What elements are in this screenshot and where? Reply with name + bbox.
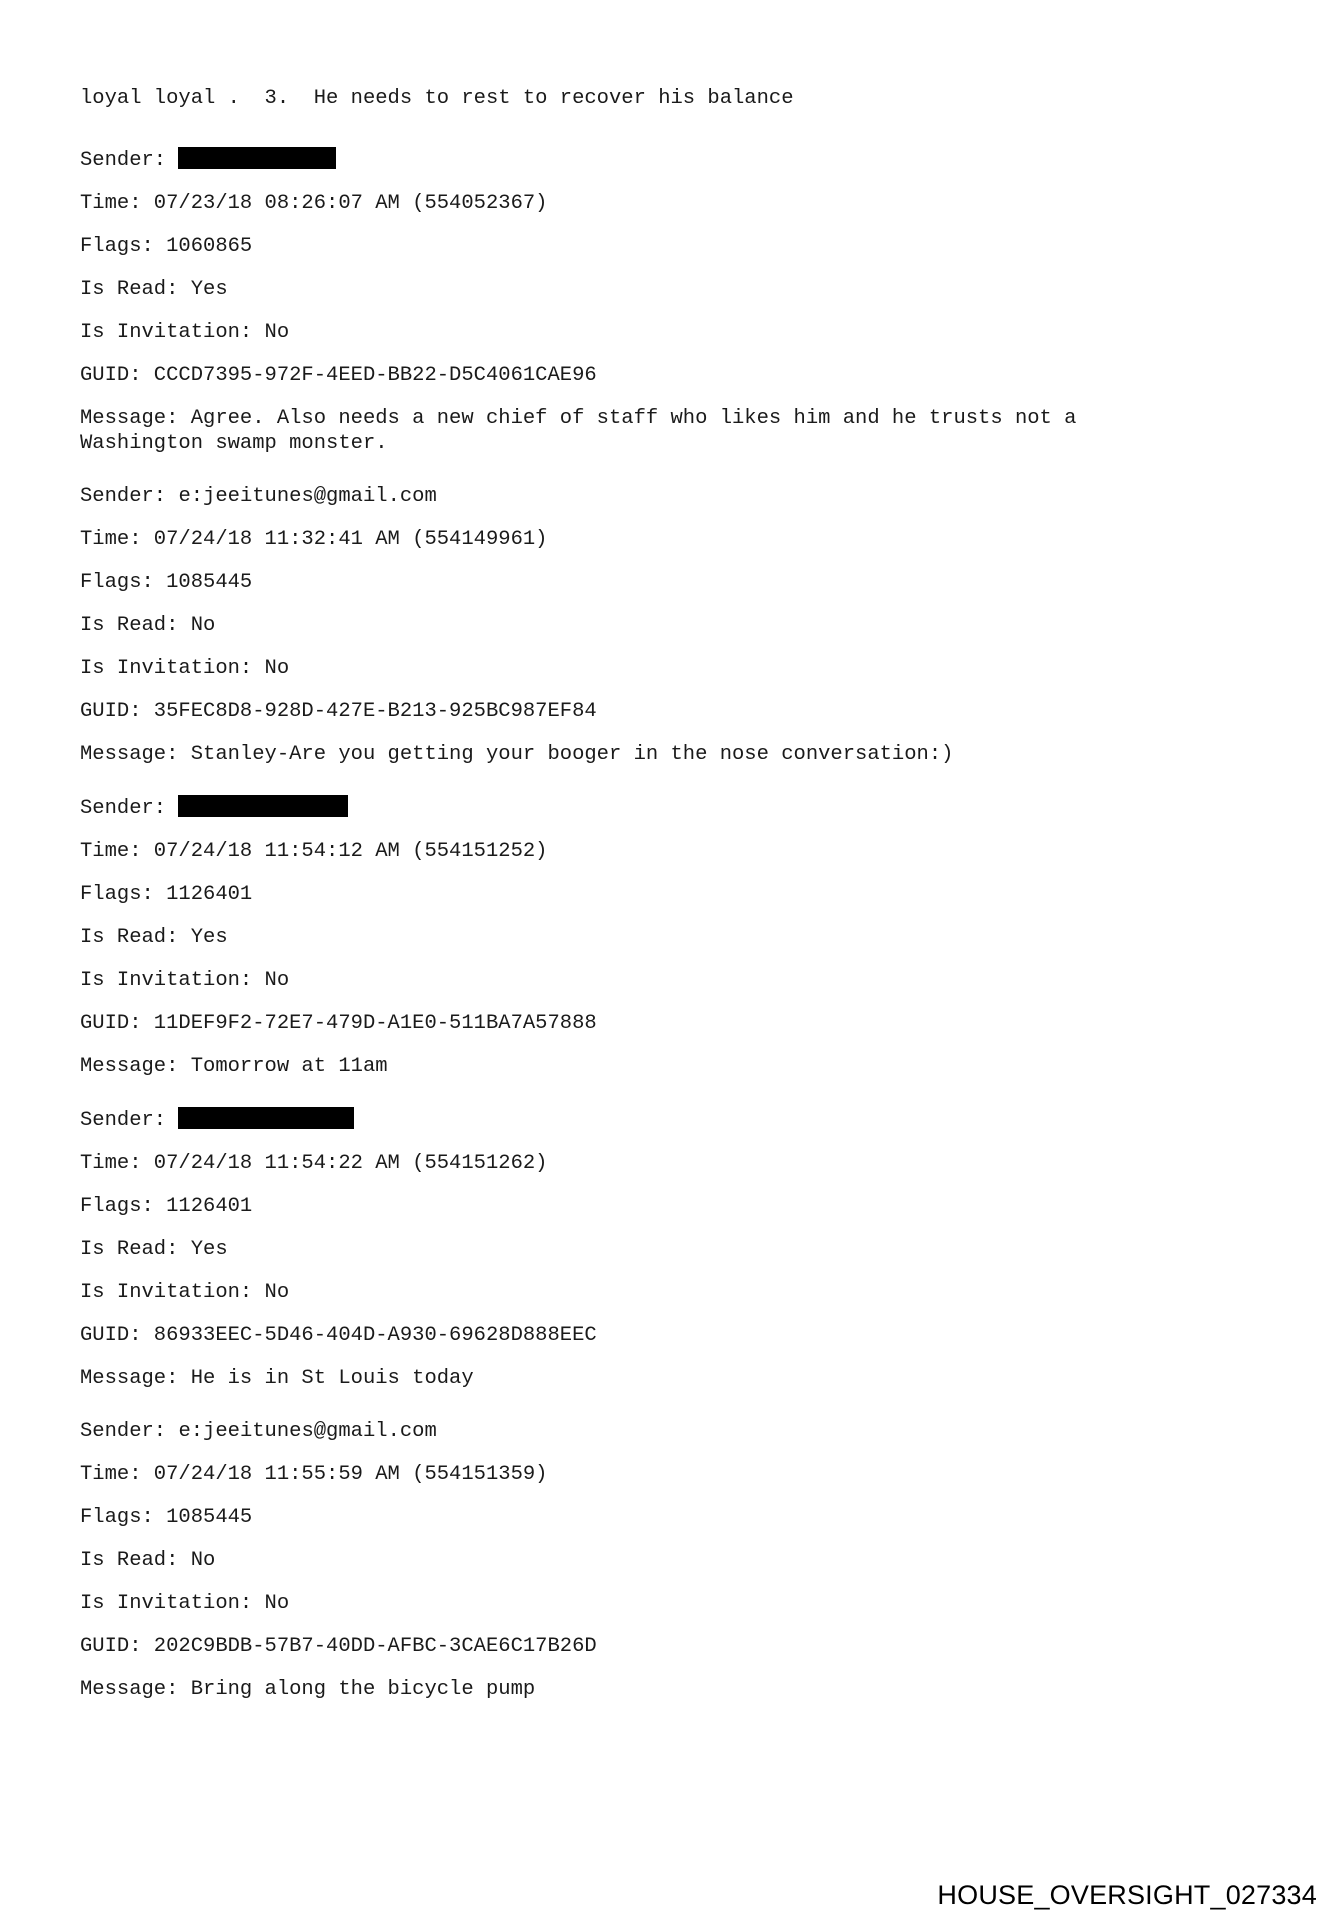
sender-line <box>80 795 1260 821</box>
message-record <box>80 1419 1260 1702</box>
time-line: Time: 07/24/18 11:54:22 AM (554151262) <box>80 1152 548 1175</box>
flags-line: Flags: 1085445 <box>80 1506 253 1529</box>
document-page <box>80 86 1260 1730</box>
redaction-box <box>178 1107 354 1129</box>
message-line: Message: Bring along the bicycle pump <box>80 1678 536 1701</box>
sender-line <box>80 484 1260 509</box>
sender-line <box>80 1419 1260 1444</box>
time-line: Time: 07/23/18 08:26:07 AM (554052367) <box>80 192 548 215</box>
is-read-line: Is Read: No <box>80 1549 216 1572</box>
sender-value: e:jeeitunes@gmail.com <box>178 1420 437 1443</box>
flags-line: Flags: 1126401 <box>80 1195 253 1218</box>
time-line: Time: 07/24/18 11:55:59 AM (554151359) <box>80 1463 548 1486</box>
sender-label: Sender: <box>80 149 167 172</box>
is-read-line: Is Read: Yes <box>80 1238 228 1261</box>
is-invitation-line: Is Invitation: No <box>80 657 290 680</box>
sender-label: Sender: <box>80 1109 167 1132</box>
redaction-box <box>178 795 348 817</box>
is-invitation-line: Is Invitation: No <box>80 1592 290 1615</box>
intro-line: loyal loyal . 3. He needs to rest to recover his balance <box>80 87 794 110</box>
sender-label: Sender: <box>80 1420 167 1443</box>
sender-line <box>80 147 1260 173</box>
is-read-line: Is Read: No <box>80 614 216 637</box>
message-line: Message: Agree. Also needs a new chief of staff who likes him and he trusts not a Washington swamp monster. <box>80 407 1077 455</box>
message-record <box>80 795 1260 1079</box>
time-line: Time: 07/24/18 11:54:12 AM (554151252) <box>80 840 548 863</box>
message-record <box>80 147 1260 456</box>
message-line: Message: He is in St Louis today <box>80 1367 474 1390</box>
flags-line: Flags: 1126401 <box>80 883 253 906</box>
message-record <box>80 484 1260 767</box>
is-invitation-line: Is Invitation: No <box>80 321 290 344</box>
message-line: Message: Stanley-Are you getting your booger in the nose conversation:) <box>80 743 954 766</box>
guid-line: GUID: 35FEC8D8-928D-427E-B213-925BC987EF84 <box>80 700 597 723</box>
sender-line <box>80 1107 1260 1133</box>
guid-line: GUID: CCCD7395-972F-4EED-BB22-D5C4061CAE96 <box>80 364 597 387</box>
is-invitation-line: Is Invitation: No <box>80 969 290 992</box>
time-line: Time: 07/24/18 11:32:41 AM (554149961) <box>80 528 548 551</box>
redaction-box <box>178 147 336 169</box>
is-read-line: Is Read: Yes <box>80 278 228 301</box>
sender-label: Sender: <box>80 485 167 508</box>
guid-line: GUID: 11DEF9F2-72E7-479D-A1E0-511BA7A57888 <box>80 1012 597 1035</box>
guid-line: GUID: 202C9BDB-57B7-40DD-AFBC-3CAE6C17B26D <box>80 1635 597 1658</box>
sender-label: Sender: <box>80 797 167 820</box>
guid-line: GUID: 86933EEC-5D46-404D-A930-69628D888EEC <box>80 1324 597 1347</box>
message-record <box>80 1107 1260 1391</box>
flags-line: Flags: 1085445 <box>80 571 253 594</box>
bates-number: HOUSE_OVERSIGHT_027334 <box>937 1880 1317 1910</box>
is-invitation-line: Is Invitation: No <box>80 1281 290 1304</box>
message-line: Message: Tomorrow at 11am <box>80 1055 388 1078</box>
flags-line: Flags: 1060865 <box>80 235 253 258</box>
is-read-line: Is Read: Yes <box>80 926 228 949</box>
sender-value: e:jeeitunes@gmail.com <box>178 485 437 508</box>
